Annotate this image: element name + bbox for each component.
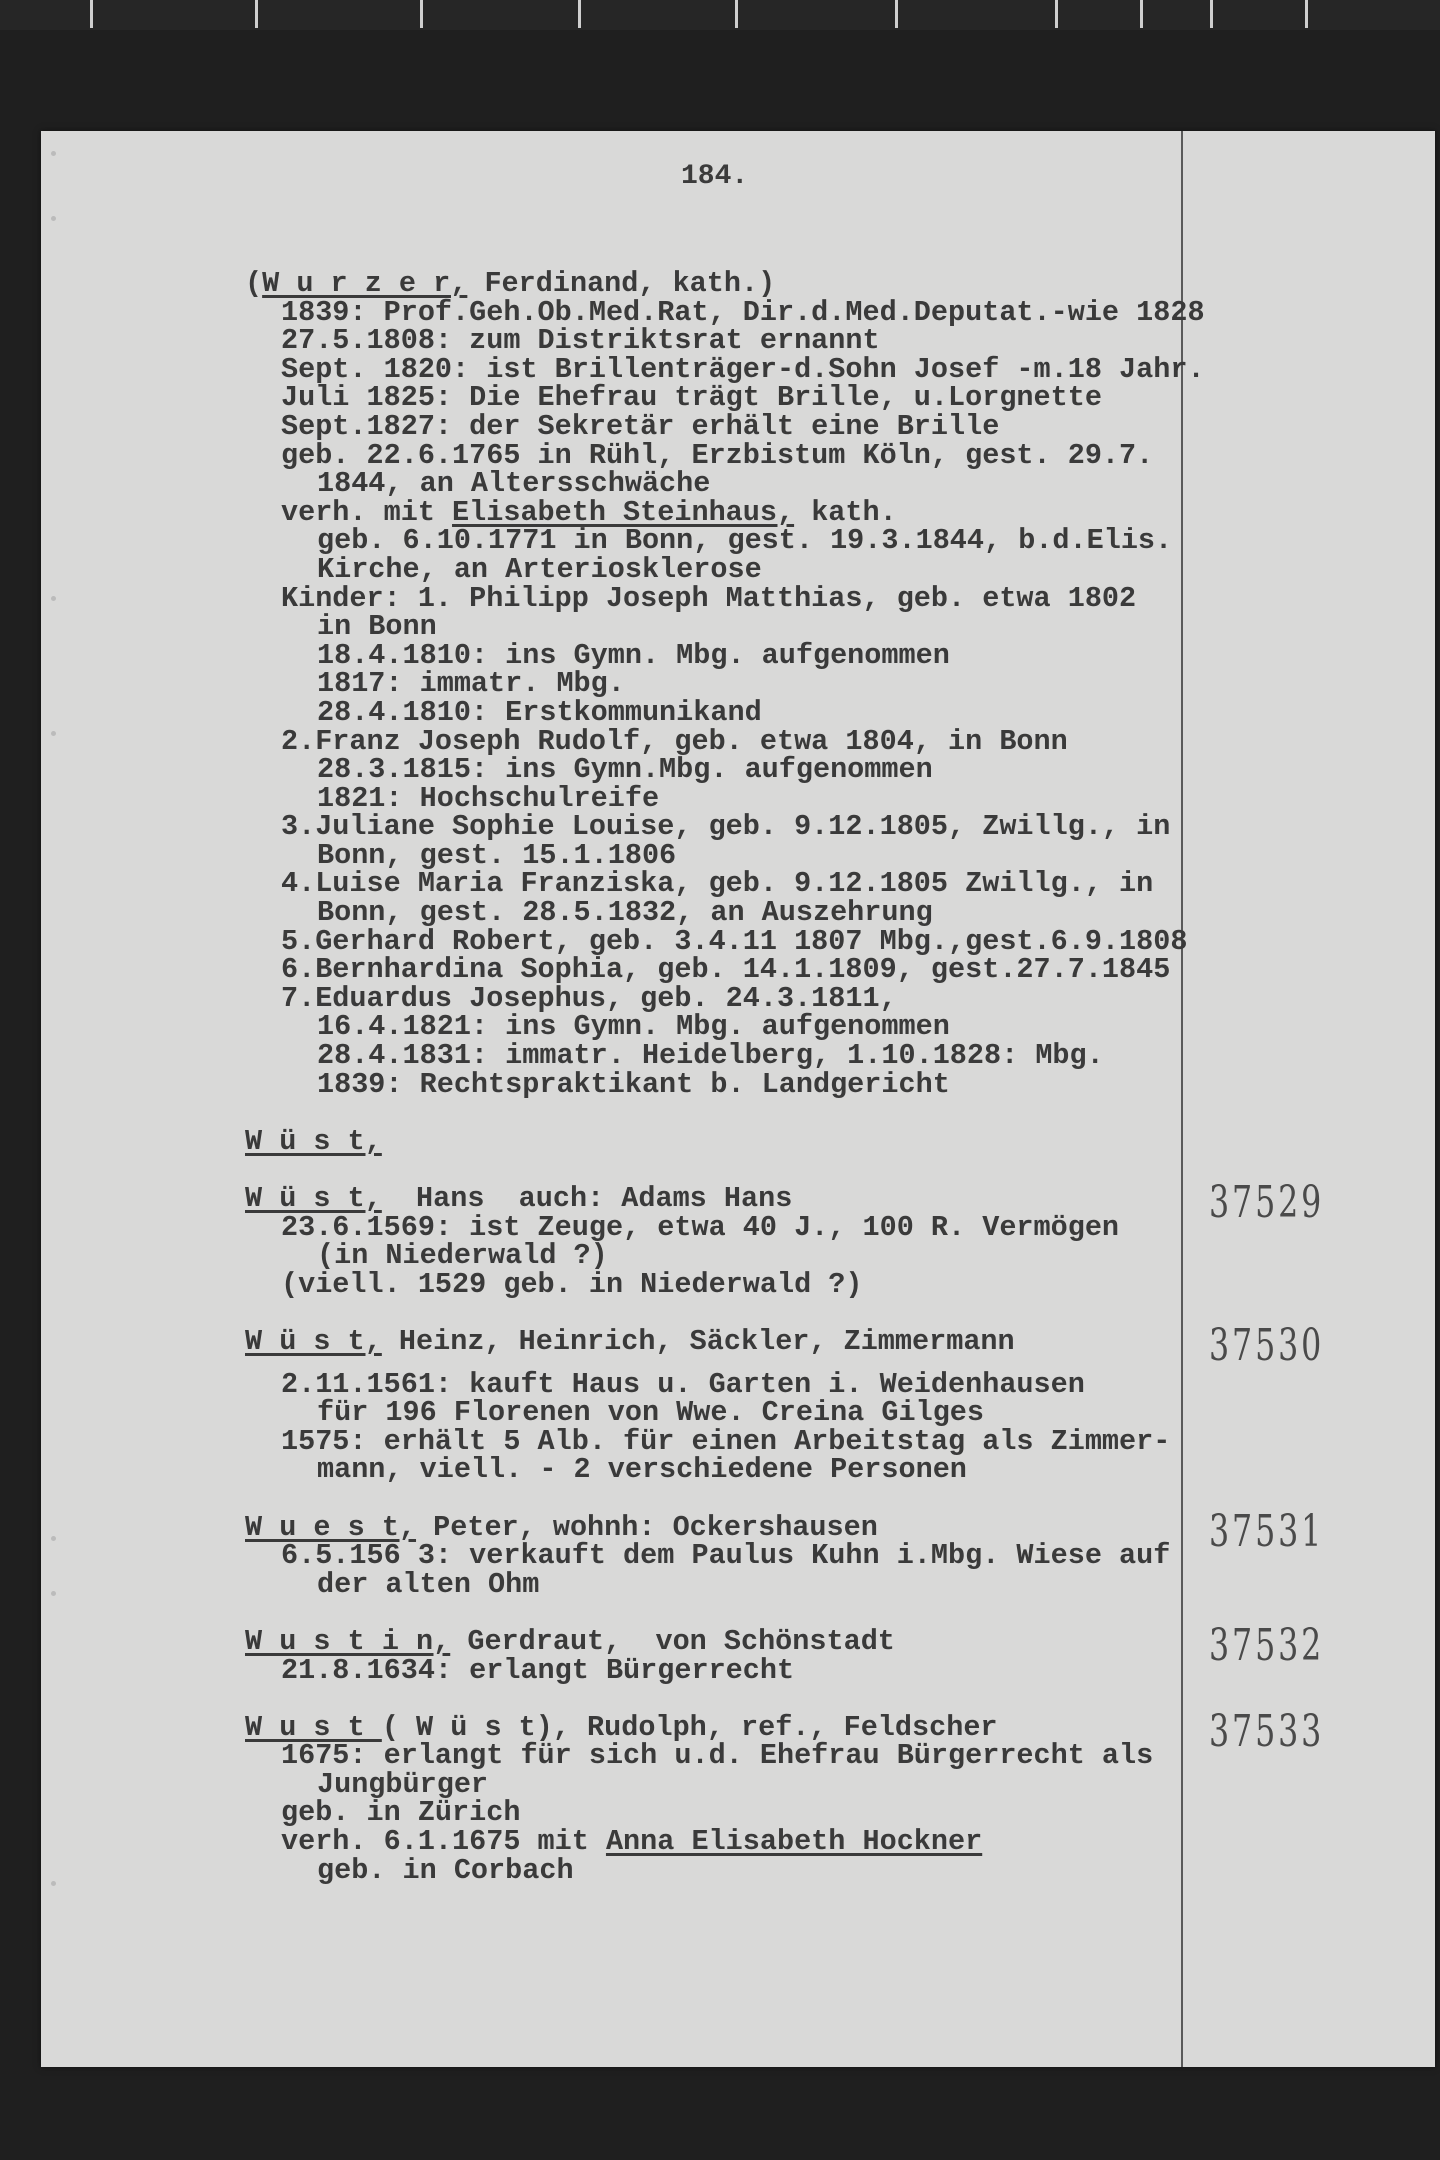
text-segment: mann, viell. - 2 verschiedene Personen [317, 1453, 967, 1487]
entry [245, 1710, 1365, 1887]
text-segment: Hans auch: Adams Hans [381, 1182, 793, 1215]
text-line [245, 838, 1365, 872]
text-segment: 28.3.1815: ins Gymn.Mbg. aufgenommen [317, 753, 933, 787]
underlined-name: W u r z e r, [262, 267, 468, 300]
text-line [245, 781, 1365, 815]
text-line [245, 667, 1365, 701]
text-line [245, 695, 1365, 729]
text-line [245, 896, 1365, 930]
text-segment: 2.11.1561: kauft Haus u. Garten i. Weidenhausen [281, 1367, 1085, 1401]
text-segment: 28.4.1810: Erstkommunikand [317, 695, 762, 729]
text-segment: 6.5.156 3: verkauft dem Paulus Kuhn i.Mbg. Wiese auf [281, 1539, 1171, 1573]
underlined-name: W u e s t, [245, 1510, 417, 1544]
underlined-name: W u s t i n, [245, 1624, 451, 1658]
entry [245, 1324, 1365, 1487]
ruler-tick [255, 0, 258, 28]
text-line [245, 638, 1365, 672]
text-segment: Kirche, an Arteriosklerose [317, 552, 762, 586]
text-line [245, 1453, 1365, 1487]
text-segment: Sept.1827: der Sekretär erhält eine Brille [281, 409, 1000, 443]
ruler-tick [735, 0, 738, 28]
text-segment: (viell. 1529 geb. in Niederwald ?) [281, 1267, 863, 1301]
entry-spacer [245, 1099, 1365, 1128]
text-line [245, 724, 1365, 758]
text-segment: der alten Ohm [317, 1567, 540, 1601]
text-segment: 21.8.1634: erlangt Bürgerrecht [281, 1653, 795, 1687]
text-segment: 1575: erhält 5 Alb. für einen Arbeitstag als Zimmer- [281, 1424, 1171, 1458]
ruler-tick [1305, 0, 1308, 28]
text-segment: ( W ü s t), Rudolph, ref., Feldscher [381, 1710, 998, 1744]
text-segment: Sept. 1820: ist Brillenträger-d.Sohn Josef -m.18 Jahr. [281, 352, 1205, 386]
text-segment: 3.Juliane Sophie Louise, geb. 9.12.1805, Zwillg., in [281, 810, 1171, 844]
entry [245, 1624, 1365, 1687]
record-number: 37530 [1209, 1320, 1325, 1372]
text-segment: 5.Gerhard Robert, geb. 3.4.11 1807 Mbg.,gest.6.9.1808 [281, 924, 1188, 958]
record-number: 37533 [1209, 1706, 1325, 1757]
typed-text-body [245, 267, 1365, 1887]
text-line [245, 1210, 1365, 1244]
ruler-tick [90, 0, 93, 28]
punch-mark [51, 1591, 56, 1596]
punch-mark [51, 596, 56, 601]
ruler-tick [1140, 0, 1143, 28]
text-line [245, 1567, 1365, 1601]
text-line [245, 953, 1365, 987]
entry-spacer [245, 1685, 1365, 1714]
text-line [245, 867, 1365, 901]
text-line [245, 467, 1365, 501]
text-line [245, 1539, 1365, 1573]
punch-mark [51, 1881, 56, 1886]
text-line [245, 1767, 1365, 1801]
text-segment: Kinder: 1. Philipp Joseph Matthias, geb. etwa 1802 [281, 581, 1137, 615]
text-segment: 1821: Hochschulreife [317, 781, 660, 815]
punch-mark [51, 1536, 56, 1541]
text-line [245, 524, 1365, 558]
text-segment: Peter, wohnh: Ockershausen [416, 1510, 878, 1544]
text-segment: geb. in Zürich [281, 1796, 521, 1830]
text-segment: geb. 6.10.1771 in Bonn, gest. 19.3.1844, b.d.Elis. [317, 524, 1173, 558]
text-line [245, 1039, 1365, 1073]
entry-heading-line [245, 1510, 1365, 1544]
punch-mark [51, 216, 56, 221]
text-segment: kath. [794, 495, 897, 529]
text-line [245, 1853, 1365, 1887]
underlined-name: Anna Elisabeth Hockner [605, 1825, 983, 1859]
underlined-name: W ü s t, [245, 1124, 382, 1158]
text-line [245, 352, 1365, 386]
text-segment: Gerdraut, von Schönstadt [450, 1624, 895, 1658]
text-segment: geb. 22.6.1765 in Rühl, Erzbistum Köln, gest. 29.7. [281, 438, 1154, 472]
ruler-tick [1055, 0, 1058, 28]
text-line [245, 1396, 1365, 1430]
text-segment: 1844, an Altersschwäche [317, 467, 711, 501]
text-segment: 7.Eduardus Josephus, geb. 24.3.1811, [281, 981, 897, 1015]
scanner-top-band [0, 0, 1440, 30]
entry-spacer [245, 1485, 1365, 1514]
text-segment: 1817: immatr. Mbg. [317, 667, 625, 701]
document-page [41, 131, 1435, 2067]
text-line [245, 810, 1365, 844]
underlined-name: W u s t [245, 1710, 382, 1744]
text-line [245, 324, 1365, 358]
entry-heading-line [245, 1324, 1365, 1358]
text-line [245, 409, 1365, 443]
entry-spacer [245, 1599, 1365, 1628]
text-segment: 23.6.1569: ist Zeuge, etwa 40 J., 100 R. Vermögen [281, 1210, 1120, 1244]
page-number: 184. [681, 161, 749, 192]
text-line [245, 1367, 1365, 1401]
text-segment: 27.5.1808: zum Distriktsrat ernannt [281, 324, 880, 358]
entry-spacer [245, 1156, 1365, 1185]
entry-heading-line [245, 1624, 1365, 1658]
text-line [245, 581, 1365, 615]
text-segment: geb. in Corbach [317, 1853, 574, 1887]
text-line [245, 1796, 1365, 1830]
text-line [245, 438, 1365, 472]
punch-mark [51, 731, 56, 736]
text-segment: verh. 6.1.1675 mit [281, 1825, 606, 1859]
entry [245, 1124, 1365, 1158]
text-segment: 1839: Prof.Geh.Ob.Med.Rat, Dir.d.Med.Deputat.-wie 1828 [281, 295, 1205, 329]
text-line [245, 495, 1365, 529]
text-segment: verh. mit [281, 495, 453, 529]
entry [245, 1510, 1365, 1601]
text-line [245, 381, 1365, 415]
text-segment: Heinz, Heinrich, Säckler, Zimmermann [381, 1324, 1015, 1358]
text-segment: 2.Franz Joseph Rudolf, geb. etwa 1804, in Bonn [281, 724, 1068, 758]
text-line [245, 295, 1365, 329]
text-segment: 16.4.1821: ins Gymn. Mbg. aufgenommen [317, 1010, 950, 1044]
text-line [245, 1239, 1365, 1273]
entry-heading-line [245, 267, 1365, 300]
text-line [245, 1267, 1365, 1301]
text-segment: Jungbürger [317, 1767, 489, 1801]
text-segment: 28.4.1831: immatr. Heidelberg, 1.10.1828: Mbg. [317, 1039, 1104, 1073]
entry-spacer [245, 1299, 1365, 1328]
underlined-name: Elisabeth Steinhaus, [452, 495, 795, 529]
text-segment: 1675: erlangt für sich u.d. Ehefrau Bürgerrecht als [281, 1739, 1154, 1773]
ruler-tick [1210, 0, 1213, 28]
text-segment: ( [245, 267, 263, 300]
text-line [245, 1653, 1365, 1687]
text-line [245, 981, 1365, 1015]
text-line [245, 1739, 1365, 1773]
text-line [245, 1825, 1365, 1859]
text-line [245, 1010, 1365, 1044]
text-segment: Juli 1825: Die Ehefrau trägt Brille, u.Lorgnette [281, 381, 1102, 415]
text-segment: 18.4.1810: ins Gymn. Mbg. aufgenommen [317, 638, 950, 672]
text-segment: 4.Luise Maria Franziska, geb. 9.12.1805 Zwillg., in [281, 867, 1154, 901]
ruler-tick [420, 0, 423, 28]
underlined-name: W ü s t, [245, 1182, 382, 1215]
text-line [245, 552, 1365, 586]
entry [245, 1182, 1365, 1301]
text-line [245, 1424, 1365, 1458]
record-number: 37532 [1209, 1620, 1325, 1672]
entry-heading-line [245, 1710, 1365, 1744]
text-segment: Bonn, gest. 15.1.1806 [317, 838, 677, 872]
ruler-tick [578, 0, 581, 28]
text-line [245, 753, 1365, 787]
text-line [245, 1067, 1365, 1101]
ruler-tick [895, 0, 898, 28]
text-segment: (in Niederwald ?) [317, 1239, 608, 1273]
text-segment: für 196 Florenen von Wwe. Creina Gilges [317, 1396, 985, 1430]
text-segment: 1839: Rechtspraktikant b. Landgericht [317, 1067, 950, 1101]
punch-mark [51, 151, 56, 156]
text-segment: Ferdinand, kath.) [467, 267, 776, 300]
text-segment: Bonn, gest. 28.5.1832, an Auszehrung [317, 896, 933, 930]
text-segment: 6.Bernhardina Sophia, geb. 14.1.1809, gest.27.7.1845 [281, 953, 1171, 987]
record-number: 37531 [1209, 1505, 1325, 1557]
entry [245, 267, 1365, 1101]
entry-heading-line [245, 1124, 1365, 1158]
underlined-name: W ü s t, [245, 1324, 382, 1358]
text-segment: in Bonn [317, 610, 437, 644]
text-line [245, 610, 1365, 644]
text-line [245, 924, 1365, 958]
record-number: 37529 [1209, 1177, 1325, 1229]
entry-heading-line [245, 1182, 1365, 1215]
